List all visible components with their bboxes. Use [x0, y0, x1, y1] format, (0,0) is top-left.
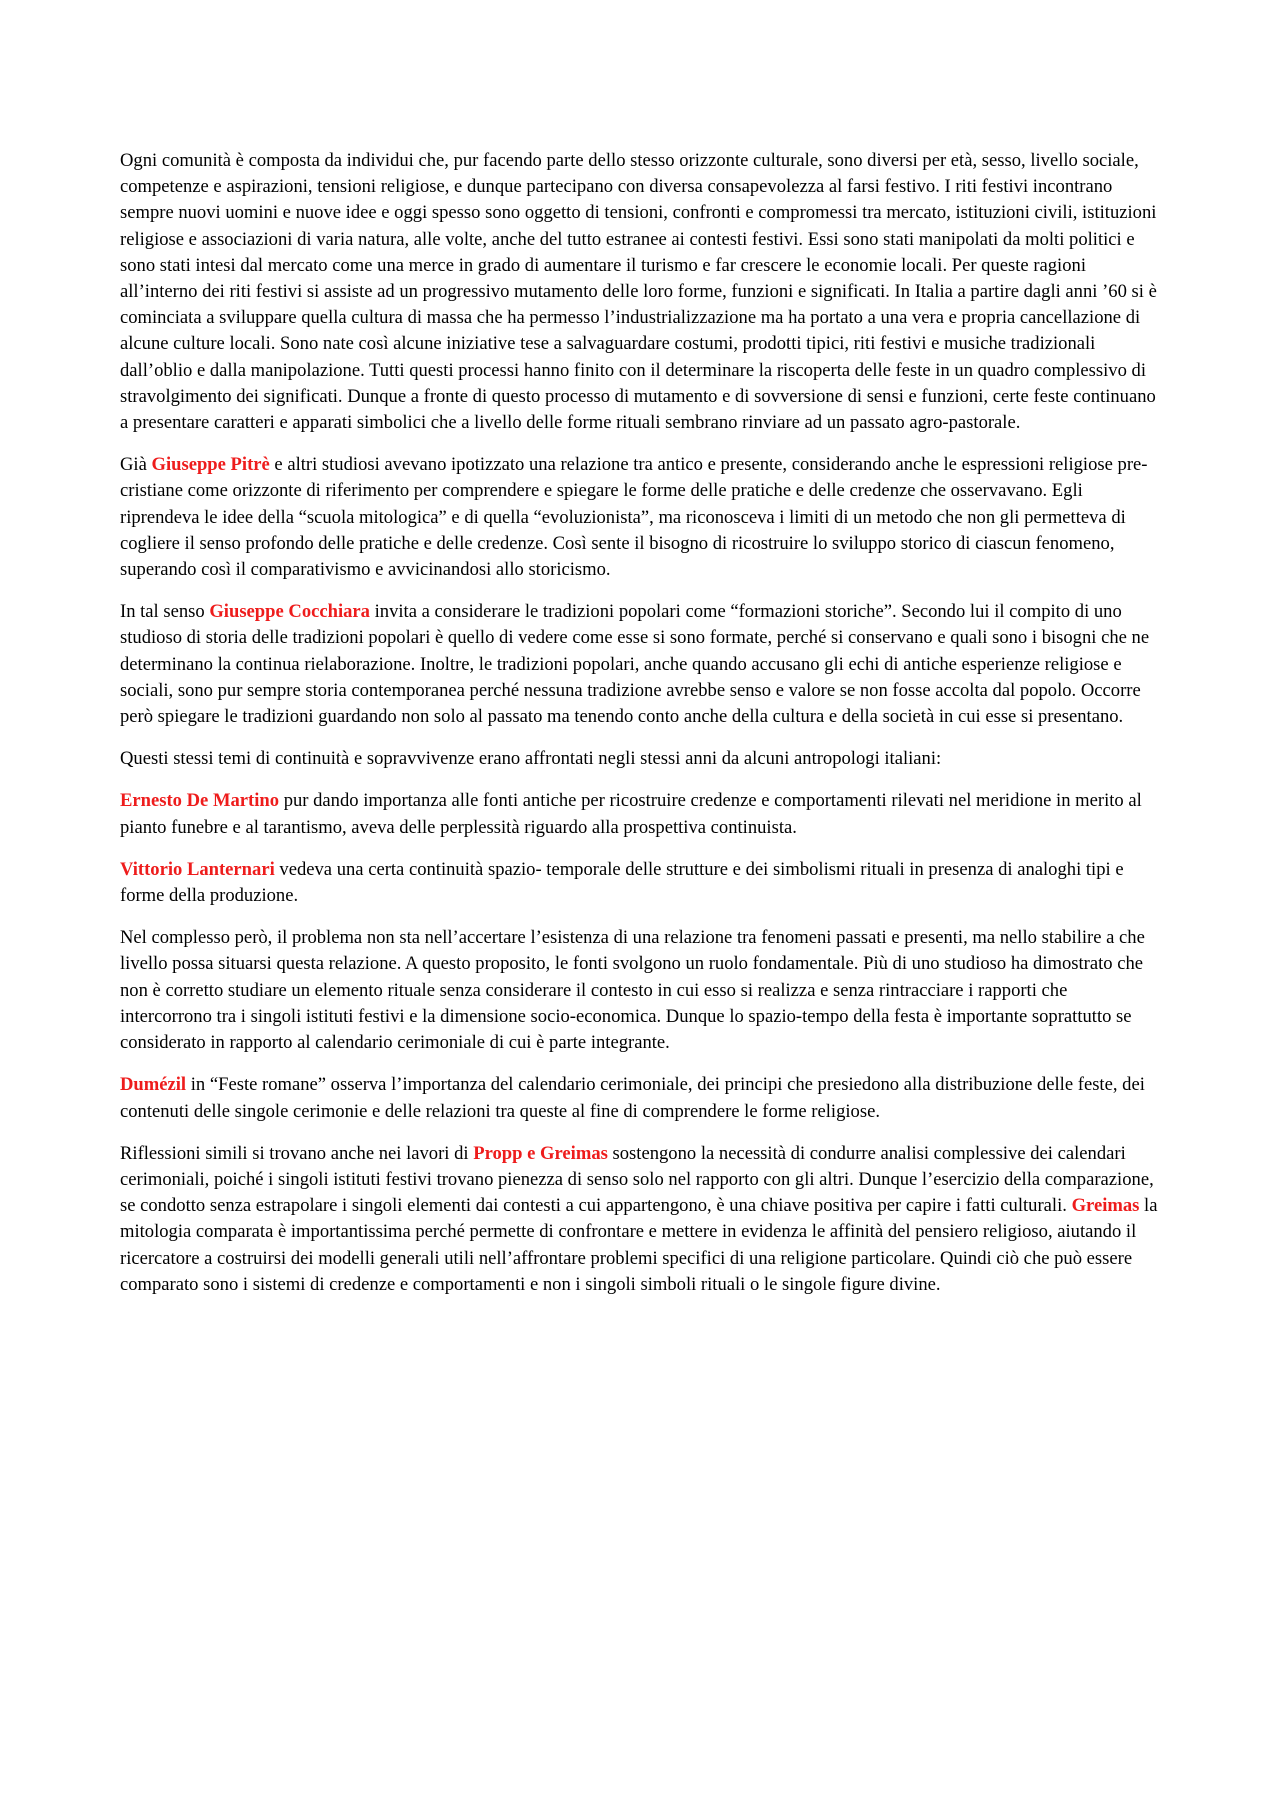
author-name-pitre: Giuseppe Pitrè — [151, 454, 270, 476]
paragraph-de-martino — [120, 788, 1160, 840]
text-span: Nel complesso però, il problema non sta nell’accertare l’esistenza di una relazione tra fenomeni passati e presenti, ma nello stabilire a che livello possa situarsi questa relazione. A questo proposito, le fonti svolgono un ruolo fondamentale. Più di uno studioso ha dimostrato che non è corretto studiare un elemento rituale senza considerare il contesto in cui esso si realizza e senza rintracciare i rapporti che intercorrono tra i singoli istituti festivi e la dimensione socio-economica. Dunque lo spazio-tempo della festa è importante soprattutto se considerato in rapporto al calendario cerimoniale di cui è parte integrante. — [120, 927, 1145, 1054]
text-span: invita a considerare le tradizioni popolari come “formazioni storiche”. Secondo lui il compito di uno studioso di storia delle tradizioni popolari è quello di vedere come esse si sono formate, perché si conservano e quali sono i bisogni che ne determinano la continua rielaborazione. Inoltre, le tradizioni popolari, anche quando accusano gli echi di antiche esperienze religiose e sociali, sono pur sempre storia contemporanea perché nessuna tradizione avrebbe senso e valore se non fosse accolta dal popolo. Occorre però spiegare le tradizioni guardando non solo al passato ma tenendo conto anche della cultura e della società in cui esse si presentano. — [120, 601, 1150, 728]
author-name-lanternari: Vittorio Lanternari — [120, 858, 275, 880]
paragraph-dumezil — [120, 1072, 1160, 1124]
text-span: Riflessioni simili si trovano anche nei lavori di — [120, 1142, 474, 1164]
text-span: In tal senso — [120, 601, 210, 623]
text-span: pur dando importanza alle fonti antiche per ricostruire credenze e comportamenti rilevati nel meridione in merito al pianto funebre e al tarantismo, aveva delle perplessità riguardo alla prospettiva continuista. — [120, 790, 1142, 838]
text-span: la mitologia comparata è importantissima perché permette di confrontare e mettere in evidenza le affinità del pensiero religioso, aiutando il ricercatore a costruirsi dei modelli generali utili nell’affrontare problemi specifici di una religione particolare. Quindi ciò che può essere comparato sono i sistemi di credenze e comportamenti e non i singoli simboli rituali o le singole figure divine. — [120, 1195, 1158, 1295]
paragraph-cocchiara — [120, 599, 1160, 730]
paragraph-antropologi — [120, 746, 1160, 772]
author-name-dumezil: Dumézil — [120, 1074, 187, 1096]
text-span: e altri studiosi avevano ipotizzato una relazione tra antico e presente, considerando anche le espressioni religiose pre-cristiane come orizzonte di riferimento per comprendere e spiegare le forme delle pratiche e delle credenze che osservavano. Egli riprendeva le idee della “scuola mitologica” e di quella “evoluzionista”, ma riconosceva i limiti di un metodo che non gli permetteva di cogliere il senso profondo delle pratiche e delle credenze. Così sente il bisogno di ricostruire lo sviluppo storico di ciascun fenomeno, superando così il comparativismo e avvicinandosi allo storicismo. — [120, 454, 1148, 581]
paragraph-lanternari — [120, 857, 1160, 909]
paragraph-complesso — [120, 925, 1160, 1056]
text-span: Già — [120, 454, 152, 476]
document-page — [120, 148, 1160, 1314]
text-span: vedeva una certa continuità spazio- temporale delle strutture e dei simbolismi rituali in presenza di analoghi tipi e forme della produzione. — [120, 858, 1124, 907]
text-span: sostengono la necessità di condurre analisi complessive dei calendari cerimoniali, poiché i singoli istituti festivi trovano pienezza di senso solo nel rapporto con gli altri. Dunque l’esercizio della comparazione, se condotto senza estrapolare i singoli elementi dai contesti a cui appartengono, è una chiave positiva per capire i fatti culturali. — [120, 1142, 1154, 1217]
author-name-cocchiara: Giuseppe Cocchiara — [209, 601, 370, 623]
author-name-de-martino: Ernesto De Martino — [120, 790, 280, 812]
author-name-greimas: Greimas — [1071, 1195, 1140, 1217]
paragraph-intro — [120, 148, 1160, 436]
text-span: Ogni comunità è composta da individui che, pur facendo parte dello stesso orizzonte culturale, sono diversi per età, sesso, livello sociale, competenze e aspirazioni, tensioni religiose, e dunque partecipano con diversa consapevolezza al farsi festivo. I riti festivi incontrano sempre nuovi uomini e nuove idee e oggi spesso sono oggetto di tensioni, confronti e compromessi tra mercato, istituzioni civili, istituzioni religiose e associazioni di varia natura, alle volte, anche del tutto estranee ai contesti festivi. Essi sono stati manipolati da molti politici e sono stati intesi dal mercato come una merce in grado di aumentare il turismo e far crescere le economie locali. Per queste ragioni all’interno dei riti festivi si assiste ad un progressivo mutamento delle loro forme, funzioni e significati. In Italia a partire dagli anni ’60 si è cominciata a sviluppare quella cultura di massa che ha permesso l’industrializzazione ma ha portato a una vera e propria cancellazione di alcune culture locali. Sono nate così alcune iniziative tese a salvaguardare costumi, prodotti tipici, riti festivi e musiche tradizionali dall’oblio e dalla manipolazione. Tutti questi processi hanno finito con il determinare la riscoperta delle feste in un quadro complessivo di stravolgimento dei significati. Dunque a fronte di questo processo di mutamento e di sovversione di sensi e funzioni, certe feste continuano a presentare caratteri e apparati simbolici che a livello delle forme rituali sembrano rinviare ad un passato agro-pastorale. — [120, 150, 1157, 434]
author-name-propp-greimas: Propp e Greimas — [473, 1142, 608, 1164]
paragraph-pitre — [120, 452, 1160, 583]
paragraph-propp-greimas — [120, 1141, 1160, 1298]
text-span: in “Feste romane” osserva l’importanza del calendario cerimoniale, dei principi che presiedono alla distribuzione delle feste, dei contenuti delle singole cerimonie e delle relazioni tra queste al fine di comprendere le forme religiose. — [120, 1074, 1145, 1122]
text-span: Questi stessi temi di continuità e sopravvivenze erano affrontati negli stessi anni da alcuni antropologi italiani: — [120, 748, 942, 770]
